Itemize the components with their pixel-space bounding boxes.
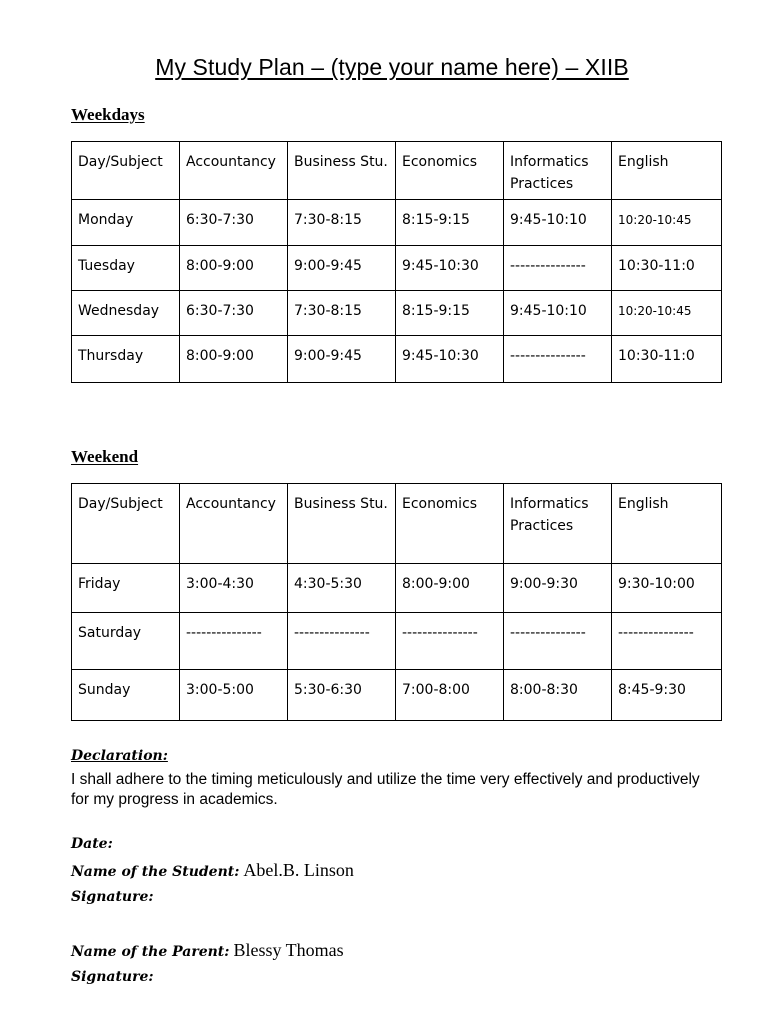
table-cell: --------------- [504, 246, 612, 291]
table-cell: 8:00-8:30 [504, 670, 612, 721]
table-row [72, 291, 722, 336]
table-row [72, 200, 722, 246]
table-cell: 9:30-10:00 [612, 564, 722, 613]
table-cell: 9:45-10:10 [504, 200, 612, 246]
header-cell: Economics [396, 142, 504, 200]
student-signature-label: Signature: [71, 889, 154, 905]
table-cell: 7:30-8:15 [288, 291, 396, 336]
header-cell: English [612, 142, 722, 200]
table-row [72, 246, 722, 291]
table-cell: 9:00-9:45 [288, 336, 396, 383]
table-cell: 10:30-11:0 [612, 246, 722, 291]
header-cell: Accountancy [180, 484, 288, 564]
student-name-field [71, 860, 354, 881]
table-cell: --------------- [396, 613, 504, 670]
table-cell: --------------- [612, 613, 722, 670]
parent-name-value: Blessy Thomas [233, 940, 344, 960]
header-cell: English [612, 484, 722, 564]
table-cell: 3:00-5:00 [180, 670, 288, 721]
declaration-label: Declaration: [71, 748, 168, 764]
header-cell: Informatics Practices [504, 142, 612, 200]
table-cell: --------------- [504, 613, 612, 670]
table-cell: 7:30-8:15 [288, 200, 396, 246]
table-cell: Thursday [72, 336, 180, 383]
header-cell: Day/Subject [72, 484, 180, 564]
table-cell: 10:30-11:0 [612, 336, 722, 383]
student-name-label: Name of the Student: [71, 864, 240, 880]
student-name-value: Abel.B. Linson [243, 860, 354, 880]
table-header-row [72, 484, 722, 564]
weekdays-heading: Weekdays [71, 105, 145, 124]
table-cell: 8:45-9:30 [612, 670, 722, 721]
table-cell: Monday [72, 200, 180, 246]
table-cell: 8:15-9:15 [396, 200, 504, 246]
header-cell: Day/Subject [72, 142, 180, 200]
table-cell: Tuesday [72, 246, 180, 291]
table-cell: 10:20-10:45 [612, 200, 722, 246]
declaration-text: I shall adhere to the timing meticulously and utilize the time very effectively and productively for my progress in academics. [71, 771, 700, 808]
table-cell: 8:00-9:00 [396, 564, 504, 613]
table-cell: Friday [72, 564, 180, 613]
table-cell: 6:30-7:30 [180, 200, 288, 246]
header-cell: Informatics Practices [504, 484, 612, 564]
table-cell: Saturday [72, 613, 180, 670]
table-cell: Wednesday [72, 291, 180, 336]
table-cell: 7:00-8:00 [396, 670, 504, 721]
table-cell: --------------- [504, 336, 612, 383]
header-cell: Accountancy [180, 142, 288, 200]
weekend-table [71, 483, 722, 721]
table-cell: --------------- [288, 613, 396, 670]
table-cell: 9:00-9:30 [504, 564, 612, 613]
table-cell: --------------- [180, 613, 288, 670]
page-title: My Study Plan – (type your name here) – XIIB [155, 54, 629, 80]
table-cell: 9:00-9:45 [288, 246, 396, 291]
date-label: Date: [71, 836, 113, 852]
table-cell: 9:45-10:30 [396, 336, 504, 383]
table-row [72, 670, 722, 721]
table-cell: 10:20-10:45 [612, 291, 722, 336]
parent-signature-label: Signature: [71, 969, 154, 985]
table-header-row [72, 142, 722, 200]
table-cell: 8:00-9:00 [180, 336, 288, 383]
parent-name-field [71, 940, 344, 961]
table-row [72, 613, 722, 670]
header-cell: Business Stu. [288, 484, 396, 564]
header-cell: Economics [396, 484, 504, 564]
table-cell: 8:15-9:15 [396, 291, 504, 336]
header-cell: Business Stu. [288, 142, 396, 200]
table-cell: 9:45-10:30 [396, 246, 504, 291]
weekend-heading: Weekend [71, 447, 139, 466]
table-cell: 6:30-7:30 [180, 291, 288, 336]
table-row [72, 564, 722, 613]
table-cell: 5:30-6:30 [288, 670, 396, 721]
table-row [72, 336, 722, 383]
table-cell: 9:45-10:10 [504, 291, 612, 336]
table-cell: 8:00-9:00 [180, 246, 288, 291]
parent-name-label: Name of the Parent: [71, 944, 230, 960]
table-cell: Sunday [72, 670, 180, 721]
table-cell: 4:30-5:30 [288, 564, 396, 613]
table-cell: 3:00-4:30 [180, 564, 288, 613]
weekdays-table [71, 141, 722, 383]
